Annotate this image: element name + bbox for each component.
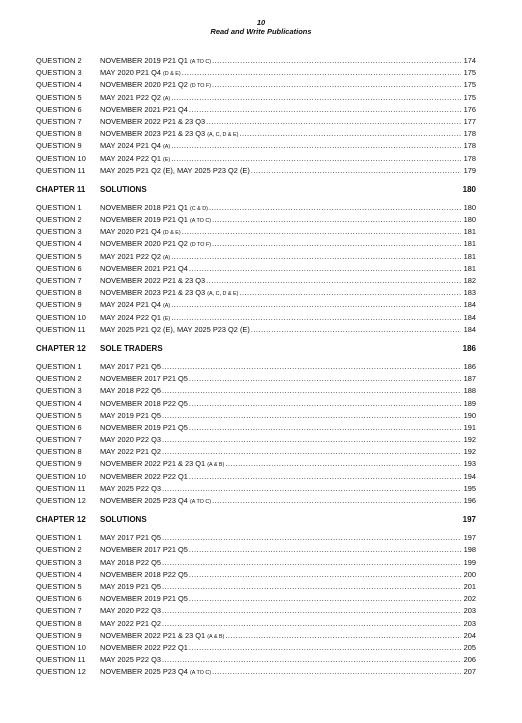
entry-source: NOVEMBER 2023 P21 & 23 Q3 xyxy=(100,129,206,139)
entry-page-number: 178 xyxy=(463,153,476,163)
question-label: QUESTION 10 xyxy=(36,642,86,652)
entry-source: MAY 2021 P22 Q2 xyxy=(100,92,161,102)
question-label: QUESTION 8 xyxy=(36,288,82,298)
entry-parts: (D TO F) xyxy=(189,83,212,90)
entry-page-number: 198 xyxy=(463,545,476,555)
entry-page-number: 180 xyxy=(463,215,476,225)
entry-source: NOVEMBER 2022 P21 & 23 Q1 xyxy=(100,459,206,469)
question-label: QUESTION 5 xyxy=(36,410,82,420)
dot-leader xyxy=(171,299,461,311)
entry-source: MAY 2020 P22 Q3 xyxy=(100,606,161,616)
question-label: QUESTION 12 xyxy=(36,496,86,505)
question-label: QUESTION 6 xyxy=(36,594,82,604)
entry-source: MAY 2024 P22 Q1 xyxy=(100,153,161,163)
toc-entry[interactable] xyxy=(36,642,476,654)
chapter-title: SOLUTIONS xyxy=(100,515,147,525)
toc-entry[interactable] xyxy=(36,361,476,373)
question-label: QUESTION 8 xyxy=(36,618,82,628)
entry-parts: (A) xyxy=(163,254,171,261)
chapter-heading[interactable] xyxy=(36,510,476,530)
question-label: QUESTION 3 xyxy=(36,227,82,237)
entry-source: NOVEMBER 2019 P21 Q1 xyxy=(100,215,188,225)
question-label: QUESTION 8 xyxy=(36,129,82,139)
entry-source: NOVEMBER 2019 P21 Q1 xyxy=(100,56,188,65)
dot-leader xyxy=(239,287,461,299)
entry-source: MAY 2022 P21 Q2 xyxy=(100,447,161,457)
toc-entry[interactable] xyxy=(36,324,476,336)
toc-entry[interactable] xyxy=(36,92,476,104)
toc-entry[interactable] xyxy=(36,422,476,434)
entry-title xyxy=(100,385,161,397)
dot-leader xyxy=(162,654,461,666)
toc-entry[interactable] xyxy=(36,557,476,569)
dot-leader xyxy=(212,495,461,507)
entry-source: NOVEMBER 2022 P22 Q1 xyxy=(100,642,188,652)
entry-page-number: 184 xyxy=(463,312,476,322)
entry-title xyxy=(100,544,188,556)
dot-leader xyxy=(162,446,461,458)
entry-title xyxy=(100,471,188,483)
entry-page-number: 194 xyxy=(463,471,476,481)
entry-page-number: 178 xyxy=(463,129,476,139)
entry-source: NOVEMBER 2022 P21 & 23 Q3 xyxy=(100,276,206,285)
chapter-title: SOLUTIONS xyxy=(100,184,147,194)
page-number: 10 xyxy=(256,18,266,27)
entry-source: NOVEMBER 2023 P21 & 23 Q3 xyxy=(100,288,206,298)
toc-entry[interactable] xyxy=(36,226,476,238)
entry-title xyxy=(100,605,161,617)
entry-source: NOVEMBER 2018 P22 Q5 xyxy=(100,569,188,579)
entry-page-number: 176 xyxy=(463,104,476,114)
toc-entry[interactable] xyxy=(36,385,476,397)
entry-source: MAY 2025 P22 Q3 xyxy=(100,655,161,665)
entry-parts: (A & B) xyxy=(207,462,225,469)
dot-leader xyxy=(189,471,461,483)
toc-entry[interactable] xyxy=(36,116,476,128)
entry-page-number: 202 xyxy=(463,594,476,604)
chapter-title: SOLE TRADERS xyxy=(100,343,163,353)
dot-leader xyxy=(251,165,461,177)
dot-leader xyxy=(212,238,461,250)
chapter-page-number: 180 xyxy=(462,184,476,194)
entry-page-number: 186 xyxy=(463,361,476,371)
dot-leader xyxy=(182,67,461,79)
dot-leader xyxy=(171,92,461,104)
entry-page-number: 180 xyxy=(463,202,476,212)
entry-source: NOVEMBER 2018 P21 Q1 xyxy=(100,202,188,212)
entry-source: MAY 2017 P21 Q5 xyxy=(100,361,161,371)
toc-entry[interactable] xyxy=(36,104,476,116)
entry-page-number: 187 xyxy=(463,374,476,384)
question-label: QUESTION 4 xyxy=(36,398,82,408)
toc-entry[interactable] xyxy=(36,569,476,581)
toc-entry[interactable] xyxy=(36,581,476,593)
entry-source: NOVEMBER 2022 P21 & 23 Q1 xyxy=(100,630,206,640)
dot-leader xyxy=(189,569,461,581)
dot-leader xyxy=(189,398,461,410)
entry-source: NOVEMBER 2025 P23 Q4 xyxy=(100,496,188,505)
entry-source: NOVEMBER 2019 P21 Q5 xyxy=(100,594,188,604)
entry-parts: (D & E) xyxy=(163,71,181,78)
toc-entry[interactable] xyxy=(36,214,476,226)
dot-leader xyxy=(225,630,461,642)
toc-entry[interactable] xyxy=(36,471,476,483)
entry-page-number: 188 xyxy=(463,386,476,396)
entry-title xyxy=(100,410,161,422)
entry-source: MAY 2024 P22 Q1 xyxy=(100,312,161,322)
entry-title xyxy=(100,557,161,569)
entry-source: NOVEMBER 2021 P21 Q4 xyxy=(100,263,188,273)
question-label: QUESTION 9 xyxy=(36,141,82,151)
entry-page-number: 183 xyxy=(463,288,476,298)
question-label: QUESTION 11 xyxy=(36,655,86,665)
dot-leader xyxy=(189,373,461,385)
dot-leader xyxy=(162,532,461,544)
toc-entry[interactable] xyxy=(36,483,476,495)
chapter-label: CHAPTER 12 xyxy=(36,343,86,353)
entry-parts: (D & E) xyxy=(163,230,181,237)
question-label: QUESTION 2 xyxy=(36,374,82,384)
dot-leader xyxy=(171,251,461,263)
dot-leader xyxy=(189,263,461,275)
entry-page-number: 203 xyxy=(463,606,476,616)
entry-title xyxy=(100,324,250,336)
question-label: QUESTION 10 xyxy=(36,312,86,322)
question-label: QUESTION 4 xyxy=(36,80,82,90)
question-label: QUESTION 6 xyxy=(36,263,82,273)
question-label: QUESTION 3 xyxy=(36,68,82,78)
question-label: QUESTION 1 xyxy=(36,361,82,371)
entry-page-number: 175 xyxy=(463,80,476,90)
entry-page-number: 184 xyxy=(463,324,476,334)
question-label: QUESTION 5 xyxy=(36,92,82,102)
dot-leader xyxy=(251,324,461,336)
entry-parts: (A TO C) xyxy=(189,59,212,65)
toc-entry[interactable] xyxy=(36,67,476,79)
entry-source: NOVEMBER 2017 P21 Q5 xyxy=(100,374,188,384)
entry-parts: (A) xyxy=(163,95,171,102)
entry-page-number: 175 xyxy=(463,68,476,78)
entry-title xyxy=(100,398,188,410)
dot-leader xyxy=(189,642,461,654)
entry-parts: (C & D) xyxy=(189,205,208,212)
entry-source: NOVEMBER 2019 P21 Q5 xyxy=(100,422,188,432)
dot-leader xyxy=(162,605,461,617)
question-label: QUESTION 4 xyxy=(36,239,82,249)
page-header xyxy=(0,18,522,36)
entry-source: MAY 2020 P21 Q4 xyxy=(100,227,161,237)
entry-page-number: 201 xyxy=(463,581,476,591)
toc-entry[interactable] xyxy=(36,495,476,507)
toc-entry[interactable] xyxy=(36,263,476,275)
entry-title xyxy=(100,666,211,679)
entry-title xyxy=(100,165,250,177)
publisher-name: Read and Write Publications xyxy=(210,27,312,36)
entry-page-number: 206 xyxy=(463,655,476,665)
entry-source: NOVEMBER 2017 P21 Q5 xyxy=(100,545,188,555)
entry-parts: (A, C, D & E) xyxy=(207,132,239,139)
question-label: QUESTION 12 xyxy=(36,667,86,677)
question-label: QUESTION 4 xyxy=(36,569,82,579)
entry-source: NOVEMBER 2021 P21 Q4 xyxy=(100,104,188,114)
entry-page-number: 197 xyxy=(463,533,476,543)
entry-page-number: 192 xyxy=(463,447,476,457)
toc-entry[interactable] xyxy=(36,434,476,446)
entry-source: MAY 2025 P21 Q2 (E), MAY 2025 P23 Q2 (E) xyxy=(100,165,250,175)
entry-source: NOVEMBER 2020 P21 Q2 xyxy=(100,80,188,90)
entry-parts: (A) xyxy=(163,144,171,151)
chapter-label: CHAPTER 11 xyxy=(36,184,86,194)
entry-page-number: 191 xyxy=(463,422,476,432)
entry-page-number: 174 xyxy=(463,56,476,65)
question-label: QUESTION 7 xyxy=(36,435,82,445)
entry-parts: (E) xyxy=(163,315,171,322)
dot-leader xyxy=(162,618,461,630)
question-label: QUESTION 3 xyxy=(36,386,82,396)
entry-parts: (A TO C) xyxy=(189,670,212,677)
entry-title xyxy=(100,263,188,275)
entry-title xyxy=(100,361,161,373)
entry-page-number: 181 xyxy=(463,227,476,237)
dot-leader xyxy=(212,55,461,67)
entry-page-number: 203 xyxy=(463,618,476,628)
entry-source: MAY 2019 P21 Q5 xyxy=(100,581,161,591)
entry-source: MAY 2018 P22 Q5 xyxy=(100,386,161,396)
toc-entry[interactable] xyxy=(36,446,476,458)
toc-entry[interactable] xyxy=(36,79,476,91)
dot-leader xyxy=(225,458,461,470)
entry-page-number: 179 xyxy=(463,165,476,175)
entry-page-number: 182 xyxy=(463,276,476,285)
entry-page-number: 175 xyxy=(463,92,476,102)
entry-page-number: 196 xyxy=(463,496,476,505)
entry-title xyxy=(100,532,161,544)
entry-title xyxy=(100,654,161,666)
entry-source: MAY 2020 P21 Q4 xyxy=(100,68,161,78)
chapter-label: CHAPTER 12 xyxy=(36,515,86,525)
toc-entry[interactable] xyxy=(36,153,476,165)
entry-parts: (D TO F) xyxy=(189,242,212,249)
question-label: QUESTION 8 xyxy=(36,447,82,457)
entry-source: MAY 2025 P22 Q3 xyxy=(100,483,161,493)
entry-source: NOVEMBER 2020 P21 Q2 xyxy=(100,239,188,249)
entry-source: MAY 2025 P21 Q2 (E), MAY 2025 P23 Q2 (E) xyxy=(100,324,250,334)
dot-leader xyxy=(189,422,461,434)
entry-parts: (A, C, D & E) xyxy=(207,291,239,298)
question-label: QUESTION 1 xyxy=(36,533,82,543)
entry-page-number: 177 xyxy=(463,116,476,126)
dot-leader xyxy=(212,666,461,678)
toc-entry[interactable] xyxy=(36,458,476,470)
toc-entry[interactable] xyxy=(36,654,476,666)
dot-leader xyxy=(189,104,461,116)
entry-page-number: 205 xyxy=(463,642,476,652)
entry-title xyxy=(100,434,161,446)
entry-title xyxy=(100,593,188,605)
chapter-page-number: 197 xyxy=(462,515,476,525)
toc-entry[interactable] xyxy=(36,312,476,324)
question-label: QUESTION 2 xyxy=(36,545,82,555)
toc-entry[interactable] xyxy=(36,251,476,263)
dot-leader xyxy=(162,581,461,593)
toc-entry[interactable] xyxy=(36,398,476,410)
toc-entry[interactable] xyxy=(36,605,476,617)
toc-entry[interactable] xyxy=(36,140,476,152)
toc-entry[interactable] xyxy=(36,275,476,287)
dot-leader xyxy=(162,385,461,397)
entry-page-number: 181 xyxy=(463,263,476,273)
dot-leader xyxy=(212,79,461,91)
entry-parts: (A & B) xyxy=(207,633,225,640)
chapter-page-number: 186 xyxy=(462,343,476,353)
question-label: QUESTION 2 xyxy=(36,56,82,65)
entry-parts: (A TO C) xyxy=(189,218,212,225)
entry-page-number: 195 xyxy=(463,483,476,493)
toc-entry[interactable] xyxy=(36,593,476,605)
toc-entry[interactable] xyxy=(36,287,476,299)
entry-title xyxy=(100,275,205,287)
entry-title xyxy=(100,116,205,128)
entry-title xyxy=(100,618,161,630)
entry-page-number: 190 xyxy=(463,410,476,420)
entry-title xyxy=(100,446,161,458)
entry-parts: (E) xyxy=(163,156,171,163)
toc-entry[interactable] xyxy=(36,666,476,678)
dot-leader xyxy=(206,116,461,128)
dot-leader xyxy=(162,361,461,373)
question-label: QUESTION 6 xyxy=(36,104,82,114)
question-label: QUESTION 7 xyxy=(36,606,82,616)
entry-source: MAY 2018 P22 Q5 xyxy=(100,557,161,567)
dot-leader xyxy=(182,226,461,238)
question-label: QUESTION 3 xyxy=(36,557,82,567)
toc-entry[interactable] xyxy=(36,618,476,630)
entry-title xyxy=(100,642,188,654)
dot-leader xyxy=(162,557,461,569)
entry-page-number: 184 xyxy=(463,300,476,310)
toc-entry[interactable] xyxy=(36,128,476,140)
question-label: QUESTION 11 xyxy=(36,165,86,175)
question-label: QUESTION 9 xyxy=(36,300,82,310)
entry-source: MAY 2022 P21 Q2 xyxy=(100,618,161,628)
entry-source: MAY 2021 P22 Q2 xyxy=(100,251,161,261)
toc-entry[interactable] xyxy=(36,55,476,67)
entry-page-number: 189 xyxy=(463,398,476,408)
entry-title xyxy=(100,422,188,434)
entry-page-number: 199 xyxy=(463,557,476,567)
chapter-heading[interactable] xyxy=(36,339,476,359)
entry-source: MAY 2024 P21 Q4 xyxy=(100,300,161,310)
entry-source: MAY 2017 P21 Q5 xyxy=(100,533,161,543)
entry-page-number: 181 xyxy=(463,251,476,261)
question-label: QUESTION 1 xyxy=(36,202,82,212)
question-label: QUESTION 10 xyxy=(36,471,86,481)
entry-parts: (A TO C) xyxy=(189,499,212,505)
entry-source: NOVEMBER 2022 P21 & 23 Q3 xyxy=(100,116,206,126)
entry-title xyxy=(100,581,161,593)
entry-source: NOVEMBER 2018 P22 Q5 xyxy=(100,398,188,408)
question-label: QUESTION 7 xyxy=(36,276,82,285)
dot-leader xyxy=(212,214,461,226)
entry-title xyxy=(100,495,211,508)
dot-leader xyxy=(209,202,461,214)
entry-title xyxy=(100,104,188,116)
question-label: QUESTION 9 xyxy=(36,459,82,469)
entry-title xyxy=(100,483,161,495)
question-label: QUESTION 5 xyxy=(36,581,82,591)
question-label: QUESTION 9 xyxy=(36,630,82,640)
dot-leader xyxy=(189,593,461,605)
question-label: QUESTION 10 xyxy=(36,153,86,163)
entry-page-number: 200 xyxy=(463,569,476,579)
entry-source: MAY 2020 P22 Q3 xyxy=(100,435,161,445)
dot-leader xyxy=(239,128,461,140)
toc-entry[interactable] xyxy=(36,544,476,556)
toc-entry[interactable] xyxy=(36,202,476,214)
entry-source: MAY 2024 P21 Q4 xyxy=(100,141,161,151)
chapter-heading[interactable] xyxy=(36,180,476,200)
question-label: QUESTION 11 xyxy=(36,483,86,493)
entry-page-number: 181 xyxy=(463,239,476,249)
question-label: QUESTION 7 xyxy=(36,116,82,126)
dot-leader xyxy=(171,153,461,165)
dot-leader xyxy=(206,275,461,287)
entry-title xyxy=(100,373,188,385)
entry-page-number: 207 xyxy=(463,667,476,677)
entry-parts: (A) xyxy=(163,303,171,310)
question-label: QUESTION 5 xyxy=(36,251,82,261)
toc-entry[interactable] xyxy=(36,532,476,544)
toc-entry[interactable] xyxy=(36,238,476,250)
dot-leader xyxy=(189,544,461,556)
table-of-contents xyxy=(36,55,476,678)
toc-entry[interactable] xyxy=(36,299,476,311)
toc-entry[interactable] xyxy=(36,373,476,385)
toc-entry[interactable] xyxy=(36,630,476,642)
toc-entry[interactable] xyxy=(36,165,476,177)
entry-page-number: 193 xyxy=(463,459,476,469)
dot-leader xyxy=(162,410,461,422)
question-label: QUESTION 11 xyxy=(36,324,86,334)
entry-title xyxy=(100,569,188,581)
dot-leader xyxy=(171,312,461,324)
entry-source: NOVEMBER 2022 P22 Q1 xyxy=(100,471,188,481)
entry-page-number: 178 xyxy=(463,141,476,151)
entry-page-number: 204 xyxy=(463,630,476,640)
dot-leader xyxy=(171,140,461,152)
entry-source: NOVEMBER 2025 P23 Q4 xyxy=(100,667,188,677)
question-label: QUESTION 6 xyxy=(36,422,82,432)
entry-page-number: 192 xyxy=(463,435,476,445)
dot-leader xyxy=(162,483,461,495)
entry-source: MAY 2019 P21 Q5 xyxy=(100,410,161,420)
toc-entry[interactable] xyxy=(36,410,476,422)
question-label: QUESTION 2 xyxy=(36,215,82,225)
dot-leader xyxy=(162,434,461,446)
